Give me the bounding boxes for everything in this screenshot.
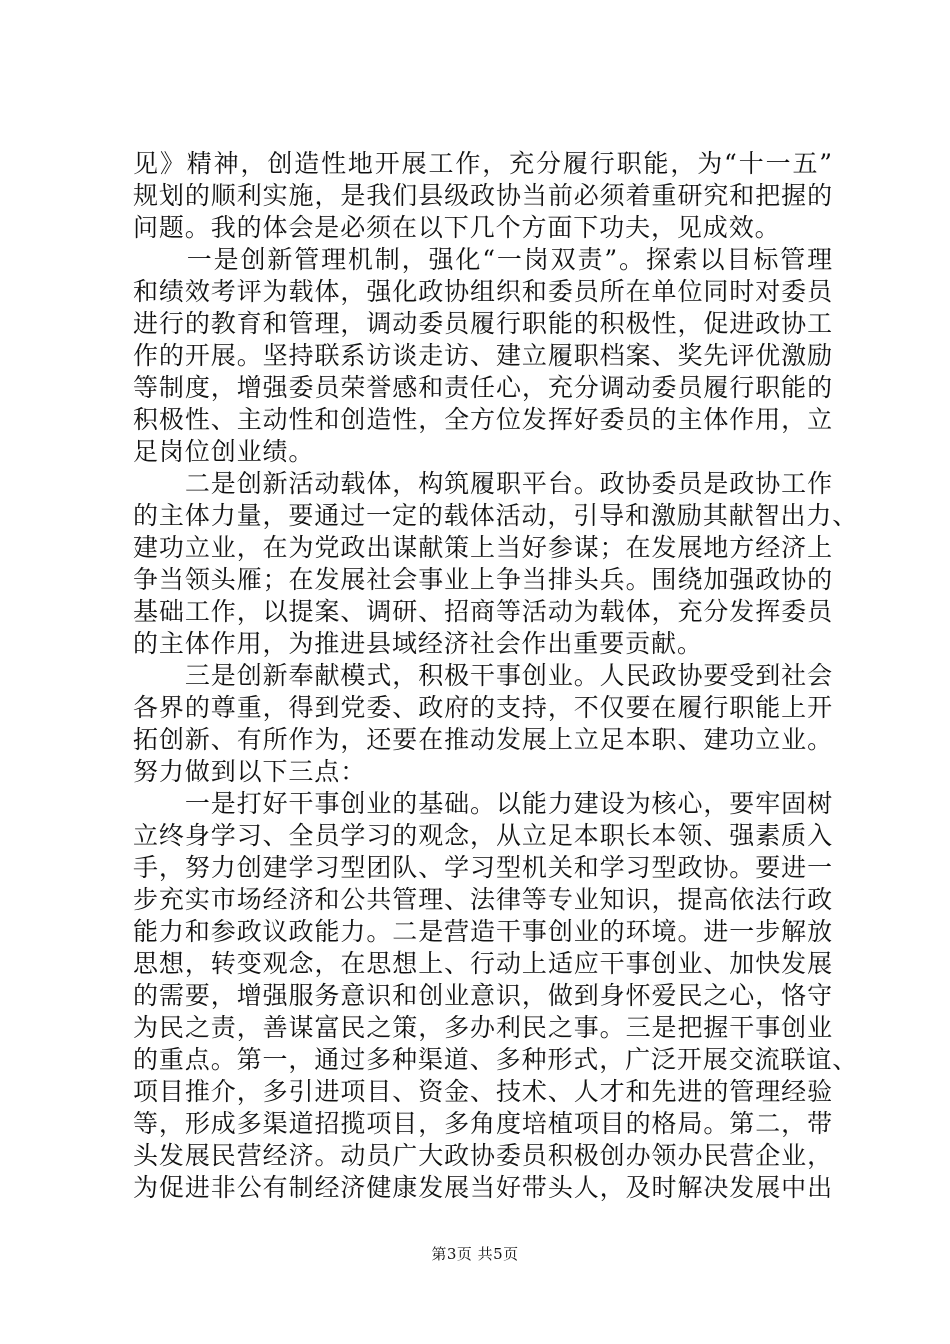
- text-line: 一是创新管理机制，强化“一岗双责”。探索以目标管理: [133, 245, 833, 274]
- text-line: 的需要，增强服务意识和创业意识，做到身怀爱民之心，恪守: [133, 981, 833, 1010]
- text-line: 三是创新奉献模式，积极干事创业。人民政协要受到社会: [133, 661, 833, 690]
- text-line: 一是打好干事创业的基础。以能力建设为核心，要牢固树: [133, 789, 833, 818]
- text-line: 问题。我的体会是必须在以下几个方面下功夫，见成效。: [133, 213, 781, 242]
- text-line: 和绩效考评为载体，强化政协组织和委员所在单位同时对委员: [133, 277, 833, 306]
- text-line: 手，努力创建学习型团队、学习型机关和学习型政协。要进一: [133, 853, 833, 882]
- text-line: 二是创新活动载体，构筑履职平台。政协委员是政协工作: [133, 469, 833, 498]
- text-line: 作的开展。坚持联系访谈走访、建立履职档案、奖先评优激励: [133, 341, 833, 370]
- text-line: 等制度，增强委员荣誉感和责任心，充分调动委员履行职能的: [133, 373, 833, 402]
- text-line: 建功立业，在为党政出谋献策上当好参谋；在发展地方经济上: [133, 533, 833, 562]
- text-line: 等，形成多渠道招揽项目，多角度培植项目的格局。第二，带: [133, 1109, 833, 1138]
- text-line: 基础工作，以提案、调研、招商等活动为载体，充分发挥委员: [133, 597, 833, 626]
- text-line: 的重点。第一，通过多种渠道、多种形式，广泛开展交流联谊、: [133, 1045, 859, 1074]
- text-line: 争当领头雁；在发展社会事业上争当排头兵。围绕加强政协的: [133, 565, 833, 594]
- text-line: 为民之责，善谋富民之策，多办利民之事。三是把握干事创业: [133, 1013, 833, 1042]
- text-line: 能力和参政议政能力。二是营造干事创业的环境。进一步解放: [133, 917, 833, 946]
- text-line: 努力做到以下三点：: [133, 757, 367, 786]
- text-line: 的主体作用，为推进县域经济社会作出重要贡献。: [133, 629, 703, 658]
- document-body: [133, 148, 859, 1204]
- text-line: 进行的教育和管理，调动委员履行职能的积极性，促进政协工: [133, 309, 833, 338]
- text-line: 的主体力量，要通过一定的载体活动，引导和激励其献智出力、: [133, 501, 859, 530]
- text-line: 头发展民营经济。动员广大政协委员积极创办领办民营企业，: [133, 1141, 833, 1170]
- text-line: 足岗位创业绩。: [133, 437, 315, 466]
- text-line: 项目推介，多引进项目、资金、技术、人才和先进的管理经验: [133, 1077, 833, 1106]
- page-number-footer: 第3页 共5页: [431, 1245, 519, 1263]
- text-line: 规划的顺利实施，是我们县级政协当前必须着重研究和把握的: [133, 181, 833, 210]
- text-line: 思想，转变观念，在思想上、行动上适应干事创业、加快发展: [133, 949, 833, 978]
- text-line: 各界的尊重，得到党委、政府的支持，不仅要在履行职能上开: [133, 693, 833, 722]
- text-line: 步充实市场经济和公共管理、法律等专业知识，提高依法行政: [133, 885, 833, 914]
- text-line: 拓创新、有所作为，还要在推动发展上立足本职、建功立业。: [133, 725, 833, 754]
- text-line: 立终身学习、全员学习的观念，从立足本职长本领、强素质入: [133, 821, 833, 850]
- text-line: 见》精神，创造性地开展工作，充分履行职能，为“十一五”: [133, 149, 833, 178]
- text-line: 积极性、主动性和创造性，全方位发挥好委员的主体作用，立: [133, 405, 833, 434]
- text-line: 为促进非公有制经济健康发展当好带头人，及时解决发展中出: [133, 1173, 833, 1202]
